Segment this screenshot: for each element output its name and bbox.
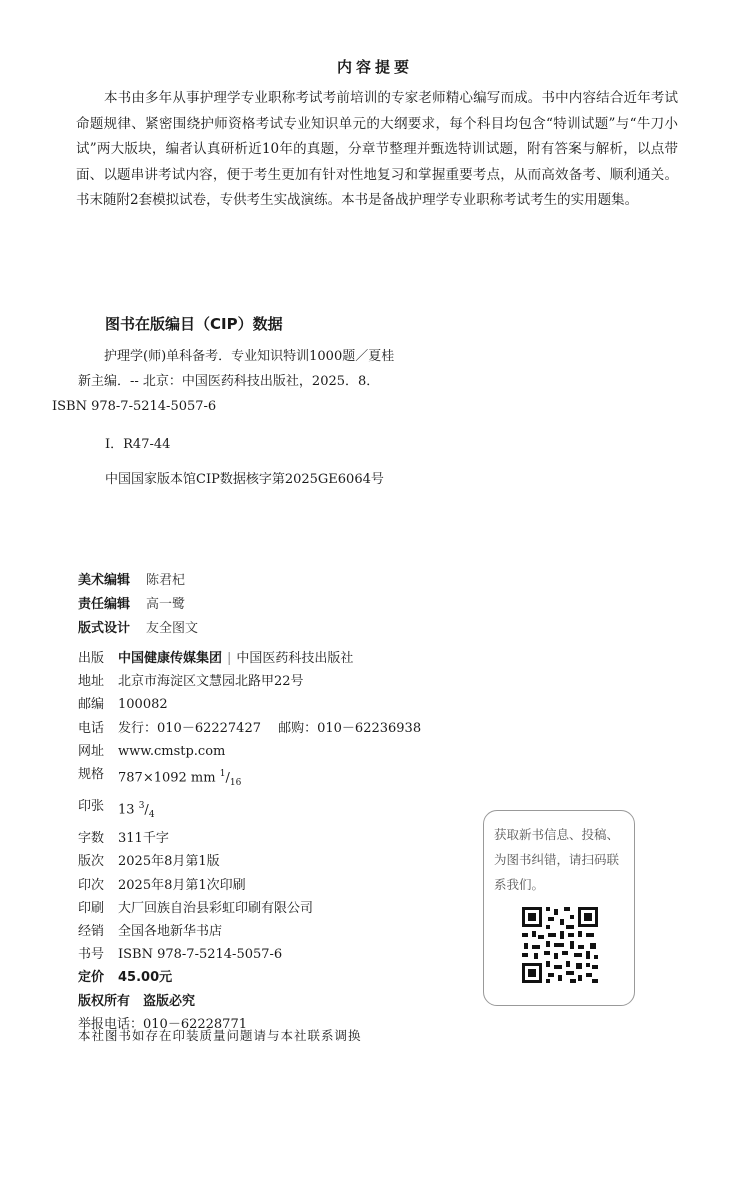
publisher-row: [78, 647, 421, 670]
format-row: [78, 763, 421, 795]
qr-code-icon[interactable]: [520, 905, 600, 985]
staff-value: 高一鹭: [146, 597, 186, 612]
postcode-row: [78, 693, 421, 716]
phone-label: 电话: [78, 720, 105, 736]
cip-record-text: 护理学(师)单科备考．专业知识特训1000题／夏桂新主编．-- 北京：中国医药科技出版社，2025．8．: [78, 349, 395, 389]
printing-value: 2025年8月第1次印刷: [118, 877, 246, 893]
sheets-label: 印张: [78, 799, 105, 815]
separator: |: [227, 651, 232, 666]
staff-row: [78, 617, 198, 641]
distributor-label: 经销: [78, 924, 105, 940]
printer-label: 印刷: [78, 900, 105, 916]
distributor-row: [78, 920, 421, 943]
summary-title: 内容提要: [336, 58, 413, 76]
staff-row: [78, 569, 198, 593]
price-value: 45.00元: [118, 970, 173, 986]
sheets-value: 13 $^3/_4$: [118, 801, 155, 821]
cip-isbn: ISBN 978-7-5214-5057-6: [52, 399, 217, 414]
staff-value: 友全图文: [146, 621, 199, 636]
phone-value: 发行：010－62227427 邮购：010－62236938: [118, 720, 422, 736]
format-numerator: 1: [219, 769, 226, 780]
staff-list: [78, 569, 198, 641]
publisher-label: 出版: [78, 651, 105, 666]
price-row: [78, 966, 421, 989]
sheets-row: [78, 795, 421, 827]
website-row: [78, 740, 421, 763]
staff-row: [78, 593, 198, 617]
edition-label: 版次: [78, 854, 105, 870]
book-number-label: 书号: [78, 947, 105, 963]
cip-record: [52, 344, 398, 419]
website-label: 网址: [78, 743, 105, 759]
cip-check-number: 中国国家版本馆CIP数据核字第2025GE6064号: [105, 472, 384, 487]
words-value: 311千字: [118, 831, 169, 847]
format-denominator: 16: [229, 777, 242, 788]
staff-value: 陈君杞: [146, 573, 186, 588]
staff-label: 美术编辑: [78, 573, 131, 588]
printer-value: 大厂回族自治县彩虹印刷有限公司: [118, 900, 314, 916]
staff-label: 版式设计: [78, 621, 131, 636]
cip-heading: 图书在版编目（CIP）数据: [105, 315, 283, 333]
staff-label: 责任编辑: [78, 597, 131, 612]
format-main: 787×1092 mm: [118, 770, 220, 786]
sheets-denominator: 4: [148, 810, 155, 821]
edition-row: [78, 850, 421, 873]
words-label: 字数: [78, 831, 105, 847]
publisher-group: 中国健康传媒集团: [118, 651, 223, 666]
edition-value: 2025年8月第1版: [118, 854, 220, 870]
words-row: [78, 827, 421, 850]
website-value: www.cmstp.com: [118, 743, 226, 759]
copyright-row: [78, 990, 421, 1013]
distributor-value: 全国各地新华书店: [118, 924, 223, 940]
book-number-row: [78, 943, 421, 966]
postcode-value: 100082: [118, 697, 168, 713]
publishing-info: [78, 647, 421, 1036]
sheets-whole: 13: [118, 802, 139, 818]
qr-caption: 获取新书信息、投稿、为图书纠错，请扫码联系我们。: [494, 827, 620, 892]
address-label: 地址: [78, 674, 105, 690]
postcode-label: 邮编: [78, 697, 105, 713]
cip-classification: Ⅰ．R47-44: [105, 437, 171, 452]
printing-label: 印次: [78, 877, 105, 893]
quality-note: 本社图书如存在印装质量问题请与本社联系调换: [78, 1028, 362, 1043]
printing-row: [78, 874, 421, 897]
price-label: 定价: [78, 970, 105, 986]
book-number-value: ISBN 978-7-5214-5057-6: [118, 947, 283, 963]
sheets-numerator: 3: [138, 801, 145, 812]
printer-row: [78, 897, 421, 920]
address-row: [78, 670, 421, 693]
format-label: 规格: [78, 767, 105, 783]
summary-paragraph: 本书由多年从事护理学专业职称考试考前培训的专家老师精心编写而成。书中内容结合近年考试命题规律、紧密围绕护师资格考试专业知识单元的大纲要求，每个科目均包含“特训试题”与“牛刀小试”两大版块，编者认真研析近10年的真题，分章节整理并甄选特训试题，附有答案与解析，以点带面、以题串讲考试内容，便于考生更加有针对性地复习和掌握重要考点，从而高效备考、顺利通关。书末随附2套模拟试卷，专供考生实战演练。本书是备战护理学专业职称考试考生的实用题集。: [76, 90, 678, 208]
format-value: 787×1092 mm $^1/_{16}$: [118, 769, 242, 788]
phone-row: [78, 717, 421, 740]
copyright-notice: 版权所有 盗版必究: [78, 993, 196, 1009]
report-phone: 举报电话：010－62228771: [78, 1016, 247, 1032]
address-value: 北京市海淀区文慧园北路甲22号: [118, 674, 304, 690]
publisher-name: 中国医药科技出版社: [236, 651, 354, 666]
